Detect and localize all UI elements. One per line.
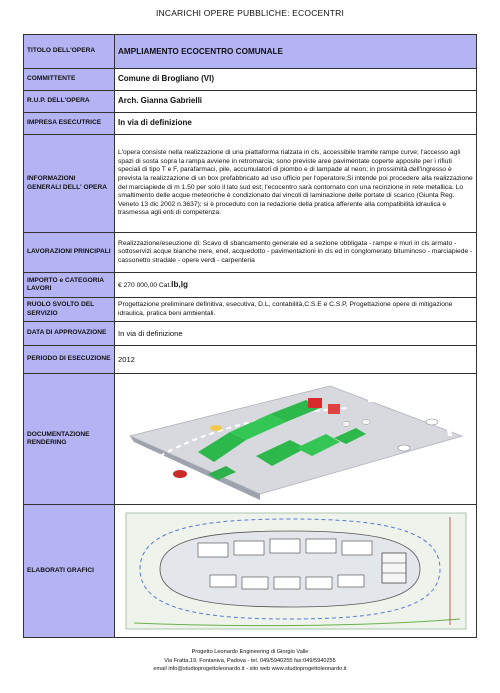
label-data: DATA DI APPROVAZIONE (24, 322, 115, 346)
label-impresa: IMPRESA ESECUTRICE (24, 113, 115, 135)
value-rup: Arch. Gianna Gabrielli (115, 91, 477, 113)
value-lavorazioni: Realizzazione/eseuzione di: Scavo di sbancamento generale ed a sezione obbligata - rampe e muri in cls armato - sottoservizi acque bianche nere, enel, acquedotto - pavimentazioni in cls ed in conglomerato bituminoso - marciapiede - cassonetto stradale - opere verdi - carpenteria (115, 233, 477, 273)
project-sheet-table (23, 34, 477, 638)
site-plan-image (120, 509, 472, 633)
label-ruolo: RUOLO SVOLTO DEL SERVIZIO (24, 298, 115, 322)
value-data: In via di definizione (115, 322, 477, 346)
row-informazioni (24, 135, 477, 233)
value-titolo: AMPLIAMENTO ECOCENTRO COMUNALE (115, 35, 477, 69)
value-committente: Comune di Brogliano (VI) (115, 69, 477, 91)
label-titolo: TITOLO DELL'OPERA (24, 35, 115, 69)
footer-company: Progetto Leonardo Engineering di Giorgio Valle (191, 649, 309, 655)
row-importo (24, 273, 477, 298)
label-documentazione: DOCUMENTAZIONE RENDERING (24, 374, 115, 505)
value-informazioni: L'opera consiste nella realizzazione di una piattaforma rialzata in cls, accessibile tramite rampe curve; l'accesso agli spazi di sosta sopra la rampa avviene in retromarcia; sono previste aree pavimentate coperte apposite per i rifiuti speciali di tipo T e F, parafarmaci, pile, accumulatori di piombo e di lampade al neon; in prossimità dell'ingresso è prevista la realizzazione di un box prefabbricato ad uso ufficio per l'operatore;Si intende poi procedere alla realizzazione del marciapiede di m 1.50 per solo il lato sud est; l'ecocentro sarà contornato con una recinzione in rete metallica. Lo smaltimento delle acque meteoriche è condizionato dai vincoli di laminazione delle portate di scarico (Giunta Reg. Veneto 13 dic 2002 n.3637); si è proceduto con la redazione della pratica afferente alla compatibilità idraulica e trasmessa agli enti di competenza. (115, 135, 477, 233)
label-committente: COMMITTENTE (24, 69, 115, 91)
rendering-cell (115, 374, 477, 505)
page-header-title: INCARICHI OPERE PUBBLICHE: ECOCENTRI (155, 8, 345, 18)
row-elaborati (24, 505, 477, 638)
value-impresa: In via di definizione (115, 113, 477, 135)
row-committente (24, 69, 477, 91)
row-ruolo (24, 298, 477, 322)
footer (0, 648, 500, 674)
value-periodo: 2012 (115, 346, 477, 374)
row-documentazione (24, 374, 477, 505)
value-ruolo: Progettazione preliminare definitiva, esecutiva, D.L, contabilità,C.S.E e C.S.P, Progettazione opere di mitigazione idraulica, pratica beni ambientali. (115, 298, 477, 322)
row-periodo (24, 346, 477, 374)
label-periodo: PERIODO DI ESECUZIONE (24, 346, 115, 374)
importo-amount: € 270 000,00 Cat. (118, 281, 172, 289)
value-importo (115, 273, 477, 298)
row-rup (24, 91, 477, 113)
row-titolo (24, 35, 477, 69)
row-impresa (24, 113, 477, 135)
footer-contacts: email info@studioprogettoleonardo.it - sito web www.studioprogettoleonardo.it (153, 666, 347, 673)
importo-category: lb,lg (171, 279, 188, 289)
row-data (24, 322, 477, 346)
label-rup: R.U.P. DELL'OPERA (24, 91, 115, 113)
label-informazioni: INFORMAZIONI GENERALI DELL' OPERA (24, 135, 115, 233)
row-lavorazioni (24, 233, 477, 273)
label-elaborati: ELABORATI GRAFICI (24, 505, 115, 638)
label-importo: IMPORTO e CATEGORIA LAVORI (24, 273, 115, 298)
elaborati-cell (115, 505, 477, 638)
label-lavorazioni: LAVORAZIONI PRINCIPALI (24, 233, 115, 273)
footer-address: Via Fratta,19, Fontaniva, Padova - tel. 049/5940255 fax:049/5940255 (164, 657, 336, 664)
rendering-image (120, 378, 472, 500)
